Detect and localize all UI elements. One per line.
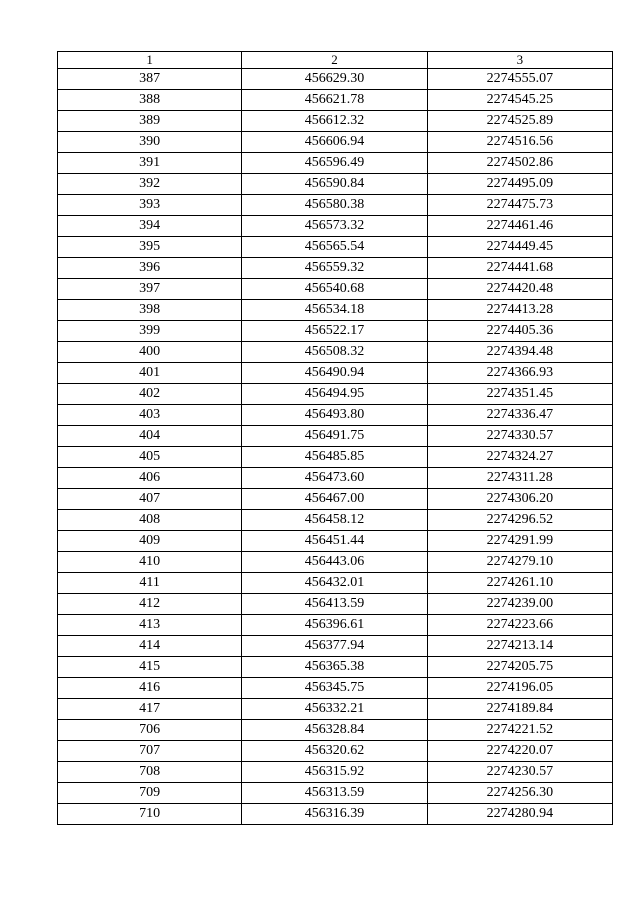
cell-y-coordinate: 2274441.68	[427, 258, 612, 279]
cell-point-number: 408	[58, 510, 242, 531]
cell-x-coordinate: 456413.59	[242, 594, 427, 615]
cell-y-coordinate: 2274261.10	[427, 573, 612, 594]
cell-point-number: 399	[58, 321, 242, 342]
cell-x-coordinate: 456490.94	[242, 363, 427, 384]
cell-point-number: 416	[58, 678, 242, 699]
cell-point-number: 413	[58, 615, 242, 636]
cell-y-coordinate: 2274213.14	[427, 636, 612, 657]
table-row	[58, 741, 613, 762]
cell-y-coordinate: 2274279.10	[427, 552, 612, 573]
table-row	[58, 636, 613, 657]
header-cell-y-coordinate: 3	[427, 52, 612, 69]
table-row	[58, 615, 613, 636]
cell-x-coordinate: 456377.94	[242, 636, 427, 657]
table-row	[58, 657, 613, 678]
cell-y-coordinate: 2274291.99	[427, 531, 612, 552]
cell-x-coordinate: 456522.17	[242, 321, 427, 342]
cell-x-coordinate: 456458.12	[242, 510, 427, 531]
cell-y-coordinate: 2274280.94	[427, 804, 612, 825]
cell-y-coordinate: 2274413.28	[427, 300, 612, 321]
table-row	[58, 426, 613, 447]
cell-point-number: 706	[58, 720, 242, 741]
table-row	[58, 468, 613, 489]
cell-x-coordinate: 456345.75	[242, 678, 427, 699]
header-cell-point-number: 1	[58, 52, 242, 69]
cell-point-number: 414	[58, 636, 242, 657]
table-row	[58, 384, 613, 405]
cell-y-coordinate: 2274306.20	[427, 489, 612, 510]
table-row	[58, 111, 613, 132]
header-row	[58, 52, 613, 69]
cell-x-coordinate: 456443.06	[242, 552, 427, 573]
cell-point-number: 388	[58, 90, 242, 111]
cell-x-coordinate: 456508.32	[242, 342, 427, 363]
cell-point-number: 390	[58, 132, 242, 153]
cell-x-coordinate: 456629.30	[242, 69, 427, 90]
table-row	[58, 321, 613, 342]
cell-y-coordinate: 2274296.52	[427, 510, 612, 531]
cell-point-number: 417	[58, 699, 242, 720]
cell-x-coordinate: 456559.32	[242, 258, 427, 279]
header-cell-x-coordinate: 2	[242, 52, 427, 69]
table-row	[58, 552, 613, 573]
cell-point-number: 397	[58, 279, 242, 300]
cell-point-number: 402	[58, 384, 242, 405]
cell-x-coordinate: 456621.78	[242, 90, 427, 111]
cell-x-coordinate: 456494.95	[242, 384, 427, 405]
table-row	[58, 216, 613, 237]
cell-point-number: 412	[58, 594, 242, 615]
cell-y-coordinate: 2274196.05	[427, 678, 612, 699]
cell-x-coordinate: 456328.84	[242, 720, 427, 741]
cell-x-coordinate: 456565.54	[242, 237, 427, 258]
cell-x-coordinate: 456606.94	[242, 132, 427, 153]
cell-y-coordinate: 2274256.30	[427, 783, 612, 804]
cell-y-coordinate: 2274336.47	[427, 405, 612, 426]
cell-y-coordinate: 2274330.57	[427, 426, 612, 447]
cell-point-number: 710	[58, 804, 242, 825]
cell-y-coordinate: 2274555.07	[427, 69, 612, 90]
cell-point-number: 394	[58, 216, 242, 237]
cell-point-number: 411	[58, 573, 242, 594]
cell-y-coordinate: 2274516.56	[427, 132, 612, 153]
table-row	[58, 153, 613, 174]
cell-point-number: 401	[58, 363, 242, 384]
cell-y-coordinate: 2274449.45	[427, 237, 612, 258]
cell-x-coordinate: 456315.92	[242, 762, 427, 783]
table-row	[58, 90, 613, 111]
cell-x-coordinate: 456467.00	[242, 489, 427, 510]
cell-x-coordinate: 456534.18	[242, 300, 427, 321]
cell-x-coordinate: 456580.38	[242, 195, 427, 216]
cell-y-coordinate: 2274475.73	[427, 195, 612, 216]
cell-x-coordinate: 456612.32	[242, 111, 427, 132]
cell-point-number: 405	[58, 447, 242, 468]
cell-point-number: 395	[58, 237, 242, 258]
coordinates-table	[57, 51, 613, 825]
cell-point-number: 409	[58, 531, 242, 552]
table-row	[58, 132, 613, 153]
cell-point-number: 393	[58, 195, 242, 216]
table-row	[58, 678, 613, 699]
cell-x-coordinate: 456313.59	[242, 783, 427, 804]
cell-y-coordinate: 2274394.48	[427, 342, 612, 363]
cell-y-coordinate: 2274351.45	[427, 384, 612, 405]
cell-x-coordinate: 456451.44	[242, 531, 427, 552]
cell-y-coordinate: 2274405.36	[427, 321, 612, 342]
cell-y-coordinate: 2274230.57	[427, 762, 612, 783]
table-row	[58, 531, 613, 552]
cell-point-number: 391	[58, 153, 242, 174]
cell-y-coordinate: 2274366.93	[427, 363, 612, 384]
table-row	[58, 300, 613, 321]
table-row	[58, 195, 613, 216]
cell-point-number: 406	[58, 468, 242, 489]
cell-y-coordinate: 2274525.89	[427, 111, 612, 132]
cell-x-coordinate: 456316.39	[242, 804, 427, 825]
cell-x-coordinate: 456473.60	[242, 468, 427, 489]
cell-y-coordinate: 2274545.25	[427, 90, 612, 111]
table-row	[58, 783, 613, 804]
cell-y-coordinate: 2274205.75	[427, 657, 612, 678]
cell-y-coordinate: 2274324.27	[427, 447, 612, 468]
cell-x-coordinate: 456573.32	[242, 216, 427, 237]
table-row	[58, 279, 613, 300]
cell-y-coordinate: 2274420.48	[427, 279, 612, 300]
table-row	[58, 447, 613, 468]
cell-y-coordinate: 2274223.66	[427, 615, 612, 636]
cell-x-coordinate: 456320.62	[242, 741, 427, 762]
cell-x-coordinate: 456540.68	[242, 279, 427, 300]
cell-y-coordinate: 2274502.86	[427, 153, 612, 174]
cell-x-coordinate: 456596.49	[242, 153, 427, 174]
cell-x-coordinate: 456396.61	[242, 615, 427, 636]
table-row	[58, 405, 613, 426]
table-row	[58, 699, 613, 720]
table-row	[58, 258, 613, 279]
cell-x-coordinate: 456491.75	[242, 426, 427, 447]
cell-y-coordinate: 2274221.52	[427, 720, 612, 741]
cell-x-coordinate: 456365.38	[242, 657, 427, 678]
cell-point-number: 709	[58, 783, 242, 804]
cell-point-number: 400	[58, 342, 242, 363]
cell-point-number: 403	[58, 405, 242, 426]
cell-x-coordinate: 456432.01	[242, 573, 427, 594]
cell-y-coordinate: 2274220.07	[427, 741, 612, 762]
table-row	[58, 573, 613, 594]
cell-x-coordinate: 456590.84	[242, 174, 427, 195]
cell-point-number: 415	[58, 657, 242, 678]
cell-point-number: 392	[58, 174, 242, 195]
cell-point-number: 389	[58, 111, 242, 132]
cell-point-number: 407	[58, 489, 242, 510]
cell-x-coordinate: 456493.80	[242, 405, 427, 426]
cell-x-coordinate: 456332.21	[242, 699, 427, 720]
cell-x-coordinate: 456485.85	[242, 447, 427, 468]
table-row	[58, 594, 613, 615]
table-row	[58, 69, 613, 90]
table-row	[58, 510, 613, 531]
cell-point-number: 707	[58, 741, 242, 762]
cell-point-number: 404	[58, 426, 242, 447]
table-row	[58, 237, 613, 258]
cell-point-number: 396	[58, 258, 242, 279]
table-header	[58, 52, 613, 69]
cell-point-number: 410	[58, 552, 242, 573]
table-row	[58, 762, 613, 783]
table-row	[58, 342, 613, 363]
cell-point-number: 708	[58, 762, 242, 783]
table-row	[58, 363, 613, 384]
cell-y-coordinate: 2274461.46	[427, 216, 612, 237]
cell-y-coordinate: 2274495.09	[427, 174, 612, 195]
table-row	[58, 174, 613, 195]
table-body	[58, 69, 613, 825]
table-row	[58, 720, 613, 741]
table-row	[58, 489, 613, 510]
cell-y-coordinate: 2274311.28	[427, 468, 612, 489]
cell-point-number: 398	[58, 300, 242, 321]
table-row	[58, 804, 613, 825]
cell-y-coordinate: 2274189.84	[427, 699, 612, 720]
cell-y-coordinate: 2274239.00	[427, 594, 612, 615]
cell-point-number: 387	[58, 69, 242, 90]
